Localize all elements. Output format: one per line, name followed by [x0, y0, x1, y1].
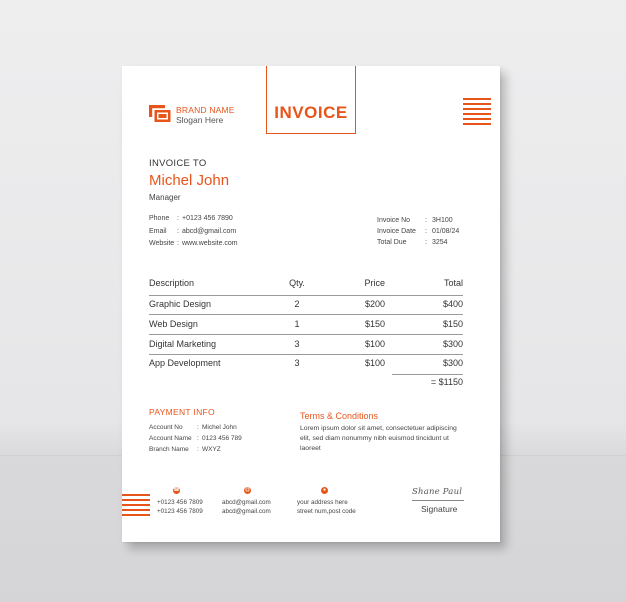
cell-total: $400 — [442, 299, 463, 309]
decorative-stripes-bottom — [122, 494, 150, 519]
invoice-no-value: 3H100 — [432, 217, 453, 224]
terms-body: Lorem ipsum dolor sit amet, consectetuer adipiscing elit, sed diam nonummy nibh euismod tincidunt ut laoreet — [300, 425, 457, 453]
cell-total: $150 — [442, 319, 463, 329]
cell-total: $300 — [442, 339, 463, 349]
email-label: Email — [149, 228, 167, 235]
brand-logo-icon — [149, 105, 171, 122]
phone-value: +0123 456 7890 — [182, 215, 233, 222]
page-title: INVOICE — [274, 103, 348, 122]
cell-description: Graphic Design — [149, 299, 212, 309]
colon: : — [425, 228, 427, 235]
signature-label: Signature — [421, 504, 458, 514]
colon: : — [425, 217, 427, 224]
payment-info-title: PAYMENT INFO — [149, 407, 215, 417]
branch-name-label: Branch Name — [149, 446, 189, 453]
table-divider — [149, 334, 463, 335]
invoice-date-value: 01/08/24 — [432, 228, 460, 235]
total-due-value: 3254 — [432, 239, 448, 246]
cell-qty: 3 — [294, 358, 300, 368]
terms-title: Terms & Conditions — [300, 411, 379, 421]
invoice-to-label: INVOICE TO — [149, 158, 207, 169]
account-no-label: Account No — [149, 424, 183, 431]
globe-icon: @ — [244, 487, 251, 493]
cell-price: $200 — [364, 299, 385, 309]
colon: : — [197, 435, 199, 442]
colon: : — [197, 424, 199, 431]
cell-description: Digital Marketing — [149, 339, 217, 349]
colon: : — [177, 215, 179, 222]
grand-total-divider — [392, 374, 463, 375]
invoice-date-label: Invoice Date — [377, 228, 416, 235]
invoice-paper — [122, 66, 500, 542]
footer-address-2: street num,post code — [297, 508, 356, 515]
cell-price: $100 — [364, 358, 385, 368]
cell-qty: 1 — [294, 319, 300, 329]
decorative-stripes-top — [463, 98, 491, 128]
footer-email-1: abcd@gmail.com — [222, 499, 271, 506]
email-value: abcd@gmail.com — [182, 228, 237, 235]
table-divider — [149, 354, 463, 355]
colon: : — [197, 446, 199, 453]
cell-qty: 2 — [294, 299, 300, 309]
account-name-value: 0123 456 789 — [202, 435, 242, 442]
branch-name-value: WXYZ — [202, 446, 221, 453]
footer-email-2: abcd@gmail.com — [222, 508, 271, 515]
colon: : — [177, 240, 179, 247]
column-header-total: Total — [443, 278, 463, 288]
account-name-label: Account Name — [149, 435, 192, 442]
cell-price: $100 — [364, 339, 385, 349]
location-icon: ● — [322, 487, 327, 493]
table-divider — [149, 295, 463, 296]
client-name: Michel John — [149, 172, 230, 189]
cell-price: $150 — [364, 319, 385, 329]
brand-name: BRAND NAME — [176, 105, 235, 115]
signature-line — [412, 500, 464, 501]
colon: : — [177, 228, 179, 235]
cell-total: $300 — [442, 358, 463, 368]
invoice-no-label: Invoice No — [377, 217, 411, 224]
website-value: www.website.com — [182, 240, 238, 247]
footer-phone-2: +0123 456 7809 — [157, 508, 203, 515]
column-header-qty: Qty. — [289, 278, 305, 288]
grand-total: = $1150 — [430, 377, 463, 387]
total-due-label: Total Due — [377, 239, 407, 246]
invoice-title-box — [266, 66, 356, 134]
website-label: Website — [149, 240, 175, 247]
cell-description: App Development — [149, 358, 221, 368]
column-header-price: Price — [364, 278, 385, 288]
phone-icon: ☎ — [173, 487, 180, 493]
phone-label: Phone — [149, 215, 170, 222]
cell-qty: 3 — [294, 339, 300, 349]
column-header-description: Description — [149, 278, 195, 288]
signature-script: Shane Paul — [412, 487, 463, 497]
brand-slogan: Slogan Here — [176, 115, 224, 125]
client-role: Manager — [149, 193, 181, 202]
footer-phone-1: +0123 456 7809 — [157, 499, 203, 506]
account-no-value: Michel John — [202, 424, 237, 431]
table-divider — [149, 314, 463, 315]
cell-description: Web Design — [149, 319, 198, 329]
footer-address-1: your address here — [297, 499, 348, 506]
colon: : — [425, 239, 427, 246]
